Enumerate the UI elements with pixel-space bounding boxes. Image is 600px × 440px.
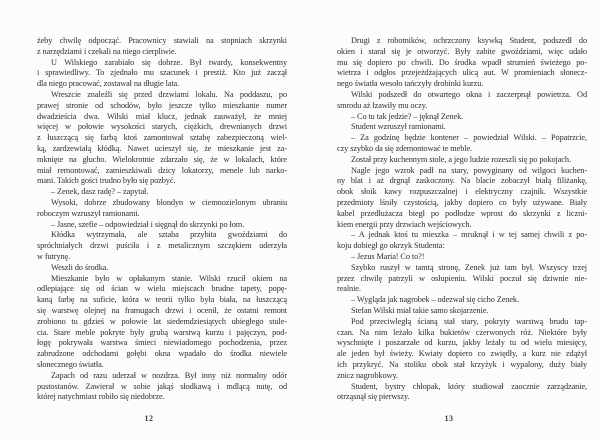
text-line: więcej w połowie wysokości starych, ciężkich, drewnianych drzwi	[37, 122, 287, 132]
text-line: Zapach od razu uderzał w nozdrza. Był inny niż normalny odór	[51, 370, 287, 380]
text-line: czan. Na nim leżało kilka bukietów czerwonych róż. Niektóre były	[337, 327, 587, 337]
text-line: Nagle jego wzrok padł na stary, powyginany od wilgoci kuchen-	[351, 165, 587, 175]
text-line: Wilski podszedł do otwartego okna i zaczerpnął powietrza. Od	[351, 89, 587, 99]
text-line: prawej stronie od schodów, było jeszcze tylko mieszkanie numer	[37, 100, 287, 110]
text-line: przez chwilę patrzyli w osłupieniu. Wilski poczuł się dziwnie nie-	[337, 273, 587, 283]
text-line: zabrudzone odchodami gołębi okna wpadało do środka niewiele	[37, 349, 287, 359]
text-line: koju dobiegł go okrzyk Studenta:	[337, 241, 445, 251]
text-line: Pod przeciwległą ścianą stał stary, pokryty warstwą brudu tap-	[351, 316, 587, 326]
text-line: której natychmiast robiło się niedobrze.	[37, 392, 165, 402]
text-line: Został przy kuchennym stole, a jego ludzie rozeszli się po pokojach.	[351, 154, 571, 164]
text-line: – Jezus Maria! Co to?!	[351, 251, 425, 261]
page-left	[37, 36, 287, 403]
text-line: słonecznego światła.	[37, 359, 104, 369]
text-line: – Co tu tak jedzie? – jęknął Zenek.	[351, 111, 464, 121]
page-number-left: 12	[144, 414, 154, 423]
text-line: Wysoki, dobrze zbudowany blondyn w ciemnozielonym ubraniu	[51, 197, 287, 207]
text-line: w futrynę.	[37, 251, 71, 261]
text-line: odlepiające się od ścian w wielu miejscach brudne tapety, popę-	[37, 284, 287, 294]
text-line: z łuszczącą się farbą ktoś zamontował sztabę zabezpieczoną wiel-	[37, 133, 287, 143]
text-line: okien i starał się je otworzyć. Były zabite gwoździami, więc udało	[337, 46, 587, 56]
text-line: U Wilskiego zarabiało się dobrze. Był twardy, konsekwentny	[51, 57, 287, 67]
text-line: Student wzruszył ramionami.	[351, 122, 446, 132]
text-line: Szybko ruszył w tamtą stronę, Zenek już tam był. Wszyscy trzej	[351, 262, 587, 272]
text-line: – Wygląda jak nagrobek – odezwał się cicho Zenek.	[351, 295, 519, 305]
text-line: wyschnięte i poszarzałe od kurzu, jakby leżały tu od wielu miesięcy,	[337, 338, 587, 348]
text-line: ką, zardzewiałą kłódką. Nawet ucieszył się, że mieszkanie jest za-	[37, 143, 287, 153]
text-line: nego światła wesoło tańczyły drobinki kurzu.	[337, 79, 484, 89]
text-line: kaną farbę na suficie, która w teorii tylko była biała, na łuszczącą	[37, 295, 287, 305]
text-line: kiem energii przy drzwiach wejściowych.	[337, 219, 472, 229]
text-line: ich przykryć. Na stoliku obok stał krzyżyk i wypalony, duży biały	[337, 359, 587, 369]
page-right	[337, 36, 587, 403]
text-line: i sprawiedliwy. To zjednało mu szacunek i prestiż. Kto już zaczął	[37, 68, 287, 78]
text-line: pustostanów. Zawierał w sobie jakąś słodkawą i mdlącą nutę, od	[37, 381, 287, 391]
page-number-right: 13	[444, 414, 454, 423]
text-line: – Zenek, dasz radę? – zapytał.	[51, 187, 149, 197]
text-line: smrodu aż łzawiły mu oczy.	[337, 100, 428, 110]
text-line: spróchniałych drzwi puściła i z metalicznym szczękiem uderzyła	[37, 241, 287, 251]
text-line: – Jasne, szefie – odpowiedział i sięgnął do skrzynki po łom.	[51, 219, 245, 229]
text-line: dwadzieścia dwa. Wilski miał klucz, jednak zauważył, że mniej	[37, 111, 287, 121]
text-line: Drugi z robotników, ochrzczony ksywką Student, podszedł do	[351, 36, 587, 45]
text-line: z narzędziami i czekali na niego cierpliwie.	[37, 46, 177, 56]
text-line: przedmioty lśniły czystością, jakby dopiero co były używane. Biały	[337, 197, 587, 207]
text-line: otrząsnął się pierwszy.	[337, 392, 410, 402]
text-line: realnie.	[337, 284, 361, 294]
text-line: – A jednak ktoś tu mieszka – mruknął i w tej samej chwili z po-	[351, 230, 587, 240]
text-line: czy szybko da się zdemontować te meble.	[337, 143, 473, 153]
text-line: roboczym wzruszył ramionami.	[37, 208, 140, 218]
text-line: mu się dopiero po chwili. Do środka wpadł strumień świeżego po-	[337, 57, 587, 67]
text-line: Student, bystry chłopak, który studiował zaocznie zarządzanie,	[351, 381, 587, 391]
text-line: Kłódka wytrzymała, ale sztaba przybita gwoździami do	[51, 230, 287, 240]
text-line: Wreszcie znaleźli się przed drzwiami lokalu. Na poddaszu, po	[51, 89, 287, 99]
text-line: Mieszkanie było w opłakanym stanie. Wilski rzucił okiem na	[51, 273, 287, 283]
text-line: zrobiono tu gdzieś w połowie lat siedemdziesiątych ubiegłego stule-	[37, 316, 287, 326]
text-line: Stefan Wilski miał takie samo skojarzenie.	[351, 305, 489, 315]
text-line: kabel przedłużacza biegł po podłodze wprost do skrzynki z liczni-	[337, 208, 587, 218]
text-line: cia. Stare meble pokryte były grubą warstwą kurzu i pajęczyn, pod-	[37, 327, 287, 337]
text-line: dla niego pracować, zostawał na długie lata.	[37, 79, 180, 89]
text-line: miał remontować, zamieszkiwali dzicy lokatorzy, menele lub narko-	[37, 165, 287, 175]
text-line: znicz nagrobkowy.	[337, 370, 398, 380]
text-line: – Za godzinę będzie kontener – powiedział Wilski. – Popatrzcie,	[351, 133, 587, 143]
text-line: mani. Takich gości trudno było się pozbyć.	[37, 176, 176, 186]
text-line: łogę pokrywała warstwa śmieci niewiadomego pochodzenia, przez	[37, 338, 287, 348]
text-line: wietrza i odgłos przejeżdżających ulicą aut. W promieniach słonecz-	[337, 68, 587, 78]
text-line: się warstwę olejnej na framugach drzwi i ocenił, że ostatni remont	[37, 305, 287, 315]
text-line: ale jeden był świeży. Kwiaty dopiero co zwiędły, a kurz nie zdążył	[337, 349, 587, 359]
text-line: Weszli do środka.	[51, 262, 109, 272]
text-line: obok słoik kawy rozpuszczalnej i elektryczny czajnik. Wszystkie	[337, 187, 587, 197]
text-line: żeby chwilę odpocząć. Pracownicy stawiali na stopniach skrzynki	[37, 36, 287, 45]
text-line: ny blat i aż drgnął zaskoczony. Na blacie zobaczył białą filiżankę,	[337, 176, 587, 186]
text-line: mknięte na głucho. Wielokrotnie zdarzało się, że w lokalach, które	[37, 154, 287, 164]
